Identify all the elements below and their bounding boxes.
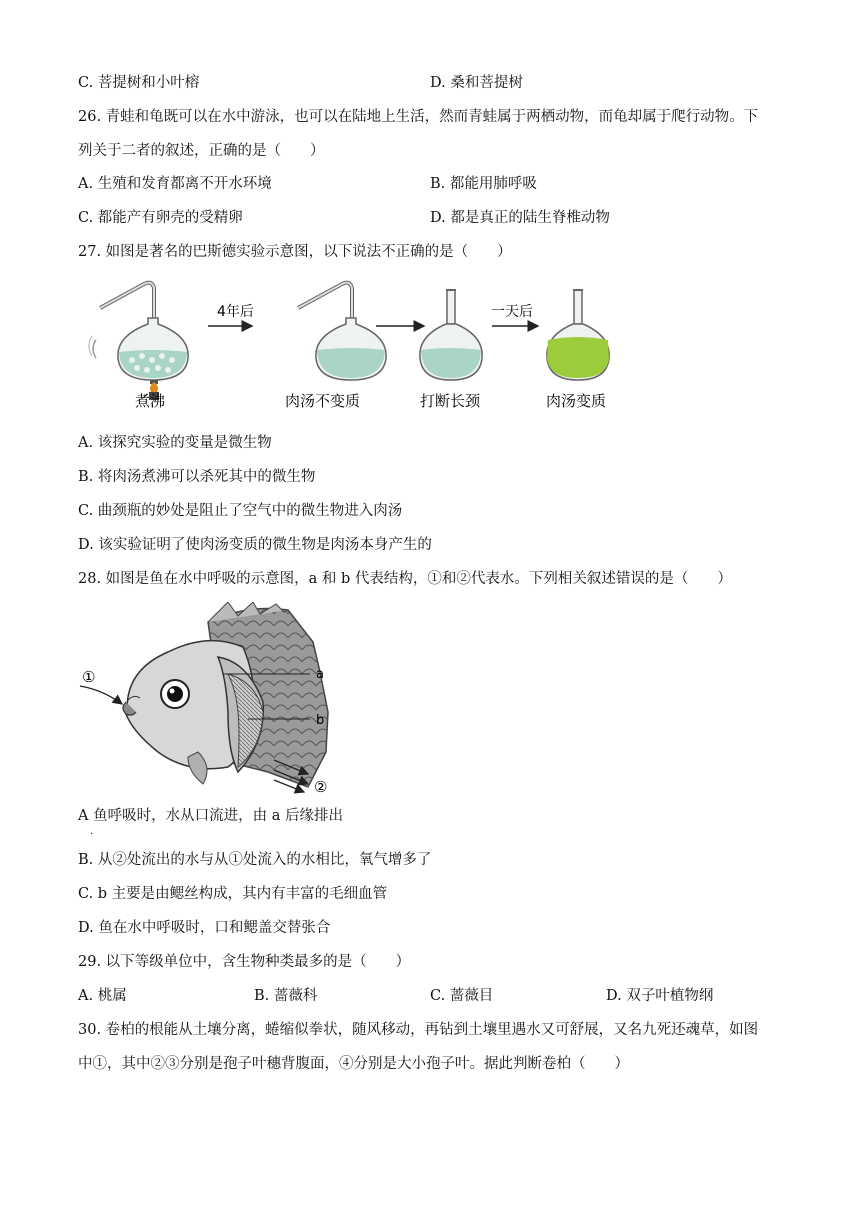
flask-boiling — [89, 283, 188, 400]
fish-respiration-figure — [78, 602, 348, 802]
q25-option-d: D. 桑和菩提树 — [430, 75, 523, 91]
q27-option-d: D. 该实验证明了使肉汤变质的微生物是肉汤本身产生的 — [78, 537, 432, 553]
q28-option-c: C. b 主要是由鳃丝构成，其内有丰富的毛细血管 — [78, 886, 388, 902]
label-not-spoiled: 肉汤不变质 — [285, 392, 361, 410]
q26-option-b: B. 都能用肺呼吸 — [430, 176, 537, 192]
q25-option-c: C. 菩提树和小叶榕 — [78, 75, 200, 91]
q28-option-b: B. 从②处流出的水与从①处流入的水相比，氧气增多了 — [78, 852, 432, 868]
water-in-label: ① — [82, 668, 96, 686]
q27-stem: 27. 如图是著名的巴斯德实验示意图，以下说法不正确的是（ ） — [78, 244, 512, 260]
arrow3-label: 一天后 — [491, 304, 533, 320]
q29-option-b: B. 蔷薇科 — [254, 988, 318, 1004]
q28-option-a: A 鱼呼吸时，水从口流进，由 a 后缘排出 — [78, 808, 343, 824]
water-out-label: ② — [314, 778, 328, 796]
q26-option-c: C. 都能产有卵壳的受精卵 — [78, 210, 243, 226]
q30-stem-line2: 中①，其中②③分别是孢子叶穗背腹面，④分别是大小孢子叶。据此判断卷柏（ ） — [78, 1056, 629, 1072]
label-a: a — [316, 667, 324, 682]
q27-option-b: B. 将肉汤煮沸可以杀死其中的微生物 — [78, 469, 316, 485]
label-b: b — [316, 713, 325, 728]
water-in-arrow — [80, 686, 122, 704]
q27-option-c: C. 曲颈瓶的妙处是阻止了空气中的微生物进入肉汤 — [78, 503, 403, 519]
q29-stem: 29. 以下等级单位中，含生物种类最多的是（ ） — [78, 954, 411, 970]
q26-stem-line1: 26. 青蛙和龟既可以在水中游泳，也可以在陆地上生活，然而青蛙属于两栖动物，而龟却属于爬行动物。下 — [78, 109, 759, 125]
label-boiling: 煮沸 — [135, 392, 166, 410]
q26-stem-line2: 列关于二者的叙述，正确的是（ ） — [78, 143, 325, 159]
q28-option-a-dot: . — [90, 826, 94, 837]
q27-option-a: A. 该探究实验的变量是微生物 — [78, 435, 272, 451]
label-break-neck: 打断长颈 — [420, 392, 481, 410]
q28-stem: 28. 如图是鱼在水中呼吸的示意图，a 和 b 代表结构，①和②代表水。下列相关叙述错误的是（ ） — [78, 571, 732, 587]
q26-option-a: A. 生殖和发育都离不开水环境 — [78, 176, 272, 192]
q29-option-c: C. 蔷薇目 — [430, 988, 494, 1004]
q26-option-d: D. 都是真正的陆生脊椎动物 — [430, 210, 610, 226]
q28-option-d: D. 鱼在水中呼吸时，口和鳃盖交替张合 — [78, 920, 331, 936]
flask-spoiled — [547, 290, 609, 380]
q29-option-d: D. 双子叶植物纲 — [606, 988, 714, 1004]
flask-swan-neck — [298, 283, 386, 380]
q30-stem-line1: 30. 卷柏的根能从土壤分离，蜷缩似拳状，随风移动，再钻到土壤里遇水又可舒展，又名九死还魂草，如图 — [78, 1022, 759, 1038]
flask-broken-neck — [420, 290, 482, 380]
arrow1-label: 4年后 — [217, 304, 254, 320]
q29-option-a: A. 桃属 — [78, 988, 127, 1004]
pasteur-experiment-figure — [80, 278, 640, 418]
label-spoiled: 肉汤变质 — [546, 392, 607, 410]
